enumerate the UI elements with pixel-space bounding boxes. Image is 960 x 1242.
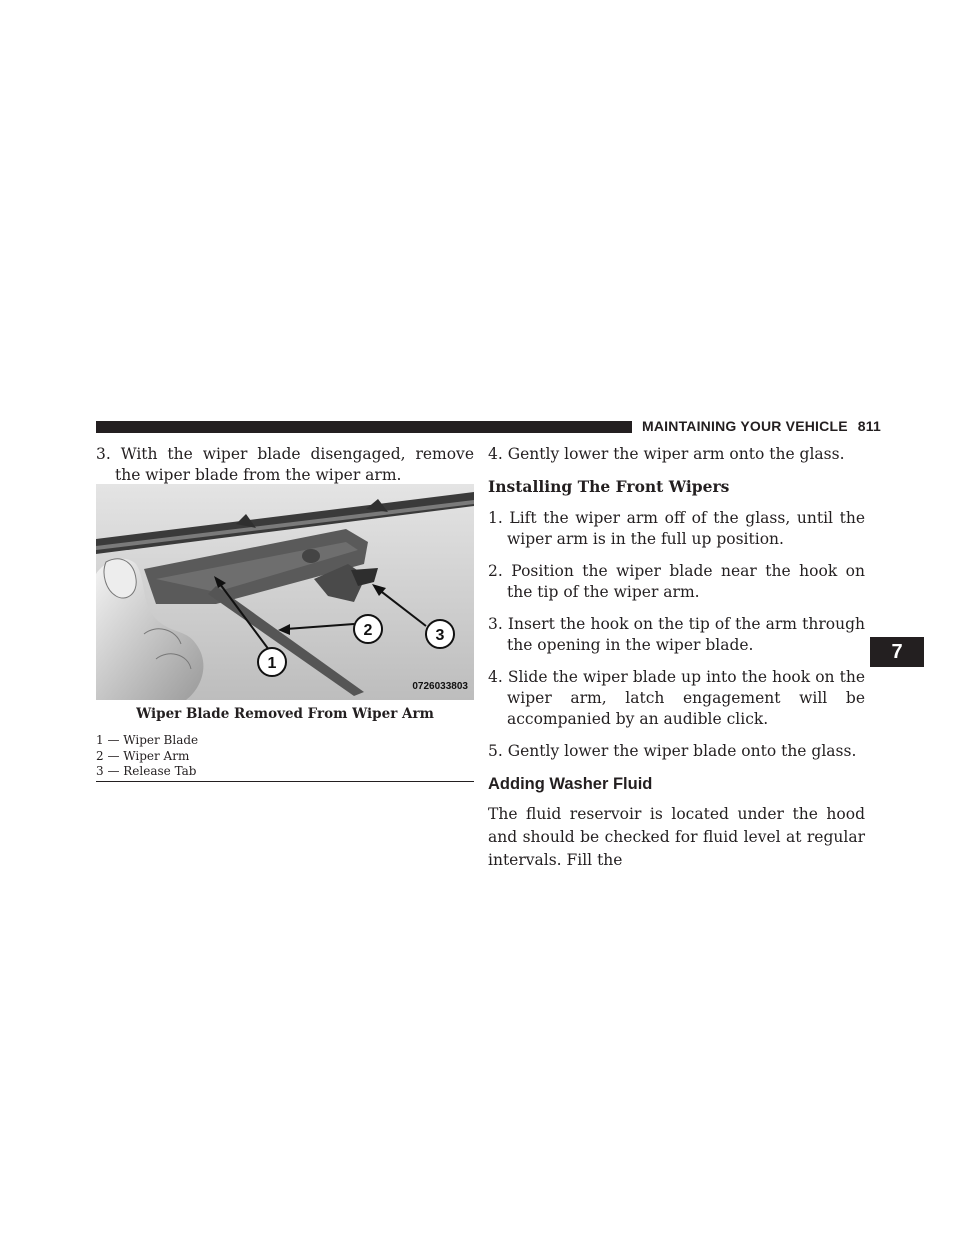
legend-divider — [96, 781, 474, 782]
chapter-tab: 7 — [870, 637, 924, 667]
install-step: 1. Lift the wiper arm off of the glass, until the wiper arm is in the full up position. — [488, 509, 865, 548]
install-step: 2. Position the wiper blade near the hook on the tip of the wiper arm. — [488, 562, 865, 601]
legend-item: 2 — Wiper Arm — [96, 748, 190, 763]
step-lower-arm: 4. Gently lower the wiper arm onto the glass. — [488, 445, 845, 463]
page-number: 811 — [857, 418, 881, 434]
legend-item: 1 — Wiper Blade — [96, 733, 199, 747]
callout-3-label: 3 — [435, 627, 445, 644]
washer-fluid-heading: Adding Washer Fluid — [488, 775, 653, 793]
right-column — [488, 444, 865, 872]
section-title: MAINTAINING YOUR VEHICLE — [642, 418, 848, 434]
header-rule-bar — [96, 421, 632, 433]
callout-2-label: 2 — [363, 622, 373, 639]
running-header — [642, 418, 881, 434]
callout-1-label: 1 — [267, 655, 277, 672]
wiper-illustration — [96, 484, 474, 700]
legend-item: 3 — Release Tab — [96, 764, 197, 778]
install-step: 4. Slide the wiper blade up into the hook on the wiper arm, latch engagement will be accompanied by an audible click. — [488, 668, 865, 728]
install-step: 3. Insert the hook on the tip of the arm through the opening in the wiper blade. — [488, 615, 865, 654]
figure-legend — [96, 733, 198, 780]
figure-caption: Wiper Blade Removed From Wiper Arm — [136, 706, 434, 722]
install-step: 5. Gently lower the wiper blade onto the glass. — [488, 742, 857, 760]
step-remove-blade: 3. With the wiper blade disengaged, remove the wiper blade from the wiper arm. — [96, 445, 474, 484]
wiper-blade-figure — [96, 484, 474, 700]
installing-heading: Installing The Front Wipers — [488, 477, 730, 496]
image-code: 0726033803 — [412, 681, 468, 692]
washer-fluid-paragraph: The fluid reservoir is located under the hood and should be checked for fluid level at regular intervals. Fill the — [488, 805, 865, 869]
